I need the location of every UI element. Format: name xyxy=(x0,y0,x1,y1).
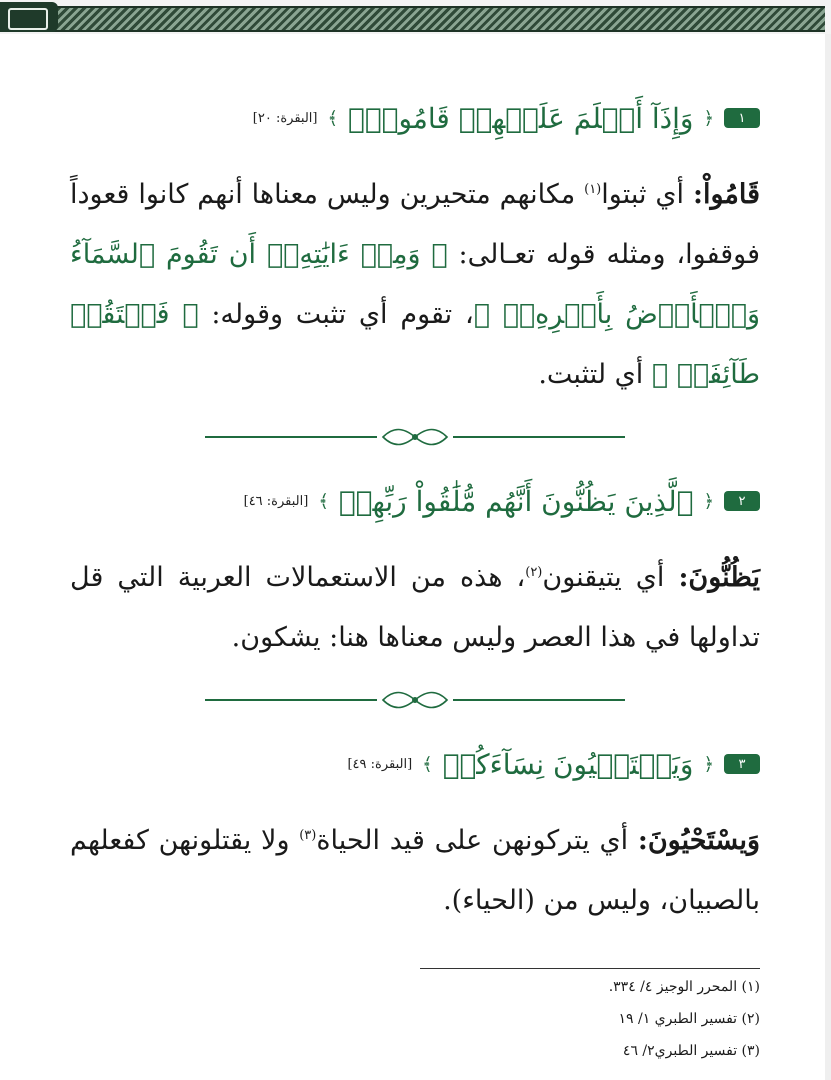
footnote-item: (١) المحرر الوجيز ٤/ ٣٣٤. xyxy=(608,979,760,995)
lemma-word: يَظُنُّونَ: xyxy=(678,562,760,593)
entry-number-badge: ٢ xyxy=(724,491,760,511)
text-segment: ولا يقتلونهن كفعلهم بالصبيان، وليس من (الحياء). xyxy=(70,825,760,916)
ornamental-band xyxy=(40,6,825,32)
footnotes xyxy=(420,968,760,1067)
bracket-close: ﴾ xyxy=(318,490,329,512)
footnote-item: (٢) تفسير الطبري ١/ ١٩ xyxy=(618,1011,760,1027)
quran-verse: ٱلَّذِينَ يَظُنُّونَ أَنَّهُم مُّلَٰقُواْ رَبِّهِمۡ xyxy=(338,484,694,518)
footnote-marker: (١) xyxy=(584,182,602,197)
lemma-word: وَيسْتَحْيُونَ: xyxy=(637,825,760,856)
quran-verse: وَيَسۡتَحۡيُونَ نِسَآءَكُمۡ xyxy=(442,747,694,781)
footnote-marker: (٣) xyxy=(299,828,317,843)
lemma-word: قَامُواْ: xyxy=(692,179,760,210)
ornamental-divider xyxy=(205,417,625,457)
bracket-close: ﴾ xyxy=(327,107,339,129)
text-segment: أي يتيقنون xyxy=(542,562,679,593)
bracket-open: ﴿ xyxy=(703,490,714,512)
explanation-paragraph-1 xyxy=(70,160,760,405)
entry-number-badge: ٣ xyxy=(724,754,760,774)
bracket-close: ﴾ xyxy=(422,753,433,775)
page-edge xyxy=(825,34,831,1080)
quran-quote: ﴿ فَلۡتَقُمۡ طَآئِفَةٞ ﴾ xyxy=(70,299,760,390)
quran-verse: وَإِذَآ أَظۡلَمَ عَلَيۡهِمۡ قَامُواْۚ xyxy=(348,101,694,135)
verse-heading-2 xyxy=(70,473,760,529)
verse-reference: [البقرة: ٤٩] xyxy=(347,756,413,772)
ornamental-divider xyxy=(205,680,625,720)
text-segment: أي يتركونهن على قيد الحياة xyxy=(316,825,638,856)
divider-ornament-icon xyxy=(377,688,453,712)
quran-quote: ﴿ وَمِنۡ ءَايَٰتِهِۦٓ أَن تَقُومَ ٱلسَّمَآءُ وَٱلۡأَرۡضُ بِأَمۡرِهِۦۚ ﴾ xyxy=(70,239,761,330)
footnote-marker: (٢) xyxy=(525,565,543,580)
text-segment: مكانهم متحيرين وليس معناها أنهم كانوا قعوداً فوقفوا، ومثله قوله تعـالى: xyxy=(70,179,760,270)
bracket-open: ﴿ xyxy=(703,753,714,775)
verse-reference: [البقرة: ٢٠] xyxy=(252,110,318,126)
divider-ornament-icon xyxy=(377,425,453,449)
border-end-cap xyxy=(0,2,58,32)
verse-reference: [البقرة: ٤٦] xyxy=(243,493,309,509)
entry-number-badge: ١ xyxy=(724,108,760,128)
text-segment: ، تقوم أي تثبت وقوله: xyxy=(198,299,474,330)
explanation-paragraph-3 xyxy=(70,806,760,931)
verse-heading-3 xyxy=(70,736,760,792)
explanation-paragraph-2 xyxy=(70,543,760,668)
text-segment: ، هذه من الاستعمالات العربية التي قل تداولها في هذا العصر وليس معناها هنا: يشكون. xyxy=(70,562,760,653)
verse-heading-1 xyxy=(70,90,760,146)
text-segment: أي ثبتوا xyxy=(601,179,693,210)
top-decorative-border xyxy=(0,0,831,34)
page-content xyxy=(70,90,760,931)
text-segment: أي لتثبت. xyxy=(538,359,652,390)
bracket-open: ﴿ xyxy=(703,107,714,129)
footnote-item: (٣) تفسير الطبري٢/ ٤٦ xyxy=(622,1043,760,1059)
